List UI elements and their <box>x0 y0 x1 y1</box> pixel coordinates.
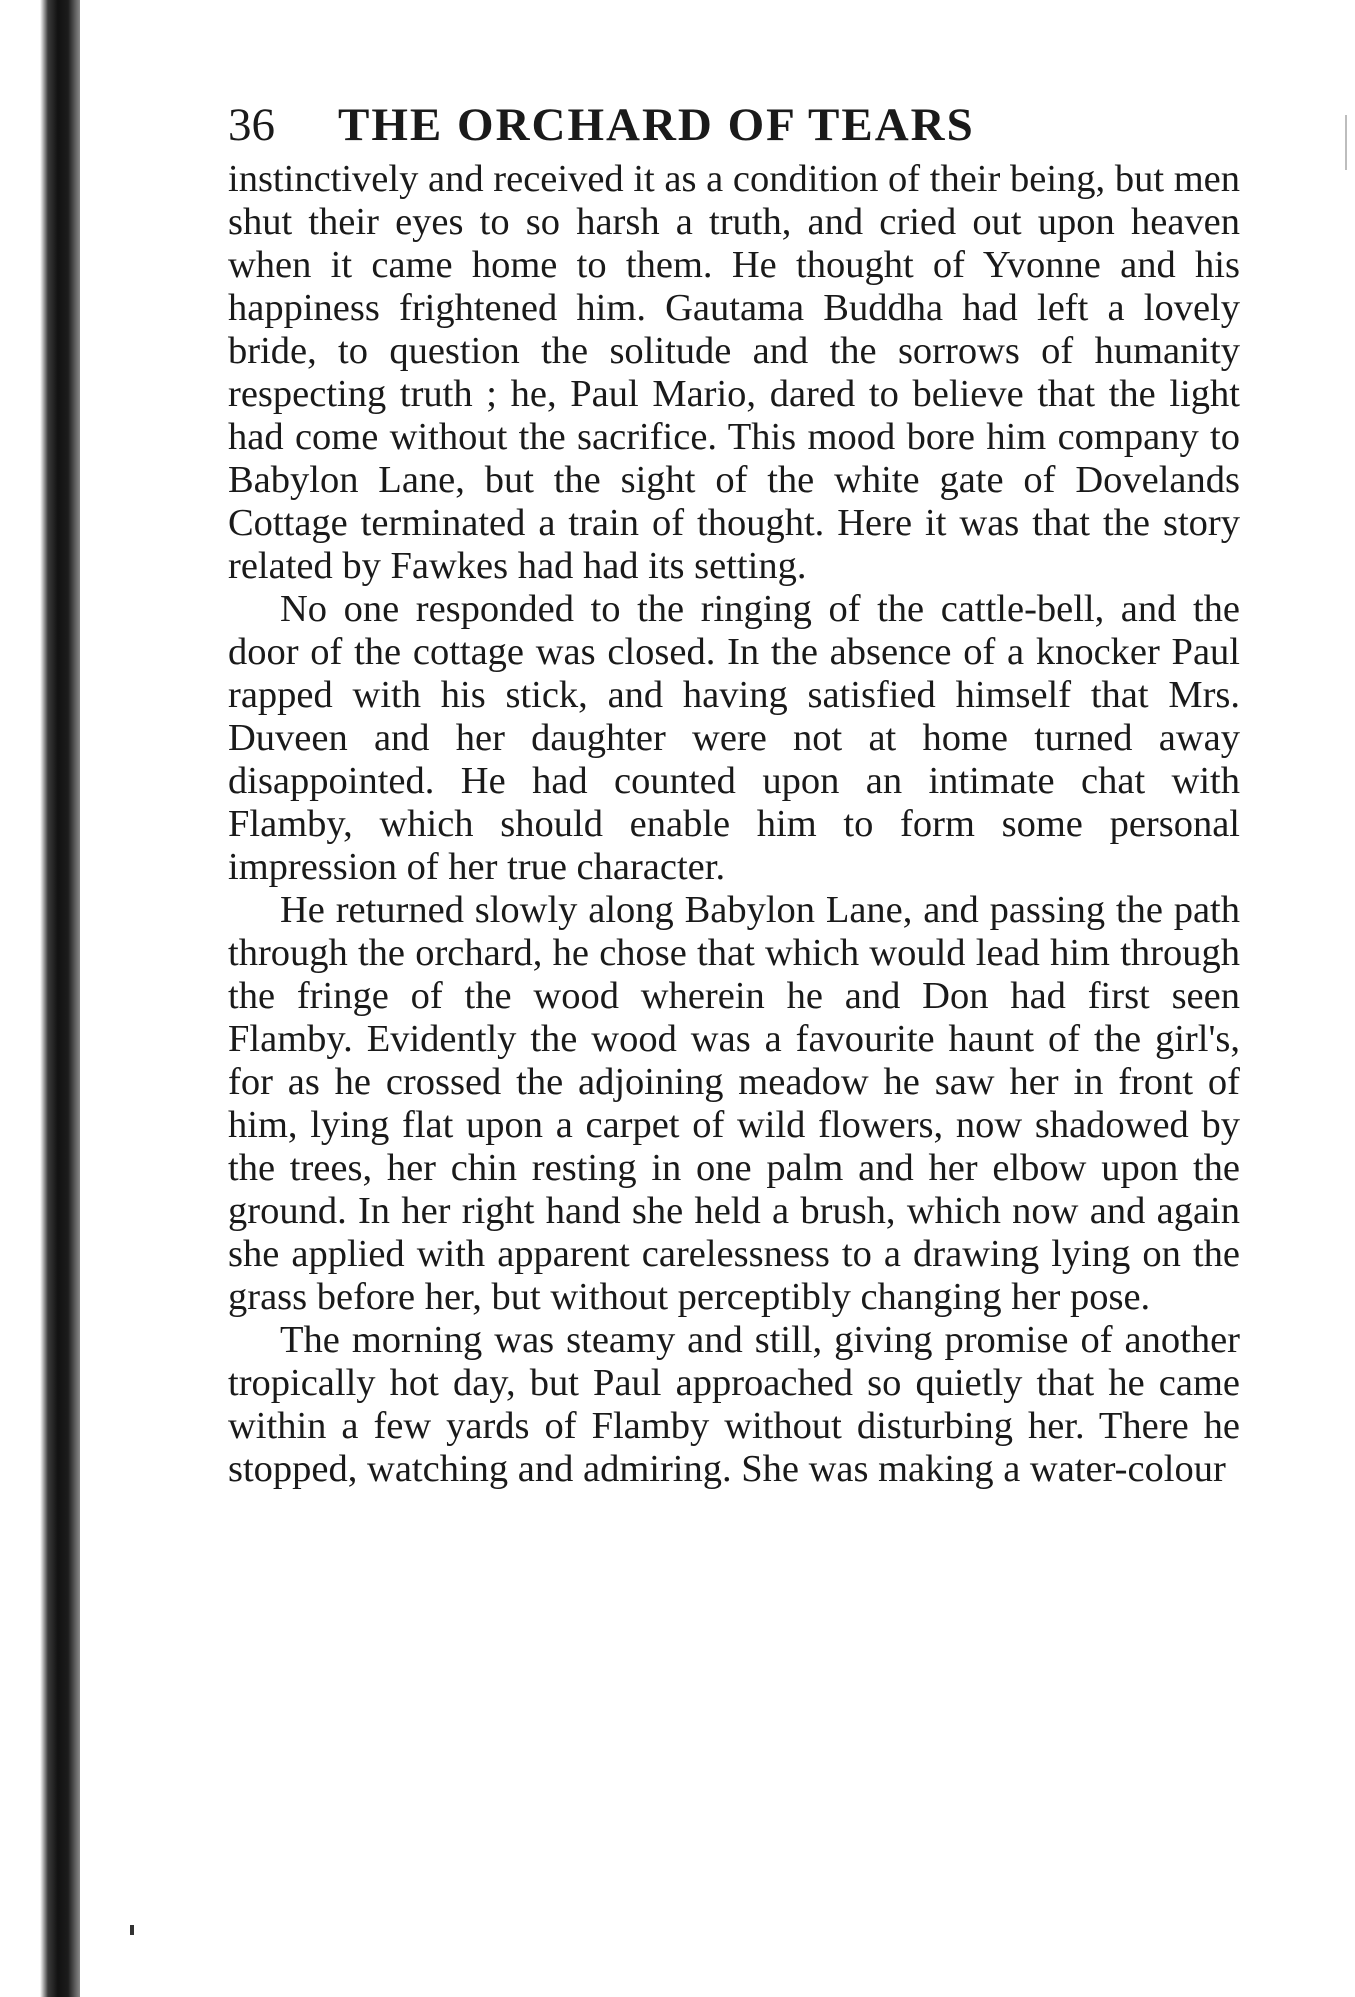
binding-gutter-shadow <box>40 0 80 1997</box>
paragraph-1: instinctively and received it as a condition of their being, but men shut their eyes to so harsh a truth, and cried out upon heaven when it came home to them. He thought of Yvonne and his happiness frightened him. Gautama Buddha had left a lovely bride, to question the solitude and the sorrows of humanity respecting truth ; he, Paul Mario, dared to believe that the light had come without the sacrifice. This mood bore him company to Babylon Lane, but the sight of the white gate of Dovelands Cottage terminated a train of thought. Here it was that the story related by Fawkes had had its setting. <box>228 158 1240 587</box>
page-number: 36 <box>228 99 275 151</box>
page-edge-mark <box>1345 115 1347 170</box>
book-title: THE ORCHARD OF TEARS <box>338 99 975 151</box>
paragraph-3: He returned slowly along Babylon Lane, and passing the path through the orchard, he chose that which would lead him through the fringe of the wood wherein he and Don had first seen Flamby. Evidently the wood was a favourite haunt of the girl's, for as he crossed the adjoining meadow he saw her in front of him, lying flat upon a carpet of wild flowers, now shadowed by the trees, her chin resting in one palm and her elbow upon the ground. In her right hand she held a brush, which now and again she applied with apparent carelessness to a drawing lying on the grass before her, but without perceptibly changing her pose. <box>228 889 1240 1318</box>
book-page <box>228 92 1240 1491</box>
paragraph-4: The morning was steamy and still, giving promise of another tropically hot day, but Paul approached so quietly that he came within a few yards of Flamby without disturbing her. There he stopped, watching and admiring. She was making a water-colour <box>228 1319 1240 1490</box>
running-head <box>228 92 1240 158</box>
paragraph-2: No one responded to the ringing of the cattle-bell, and the door of the cottage was closed. In the absence of a knocker Paul rapped with his stick, and having satisfied himself that Mrs. Duveen and her daughter were not at home turned away disappointed. He had counted upon an intimate chat with Flamby, which should enable him to form some personal impression of her true character. <box>228 588 1240 888</box>
ink-speck <box>130 1925 134 1935</box>
